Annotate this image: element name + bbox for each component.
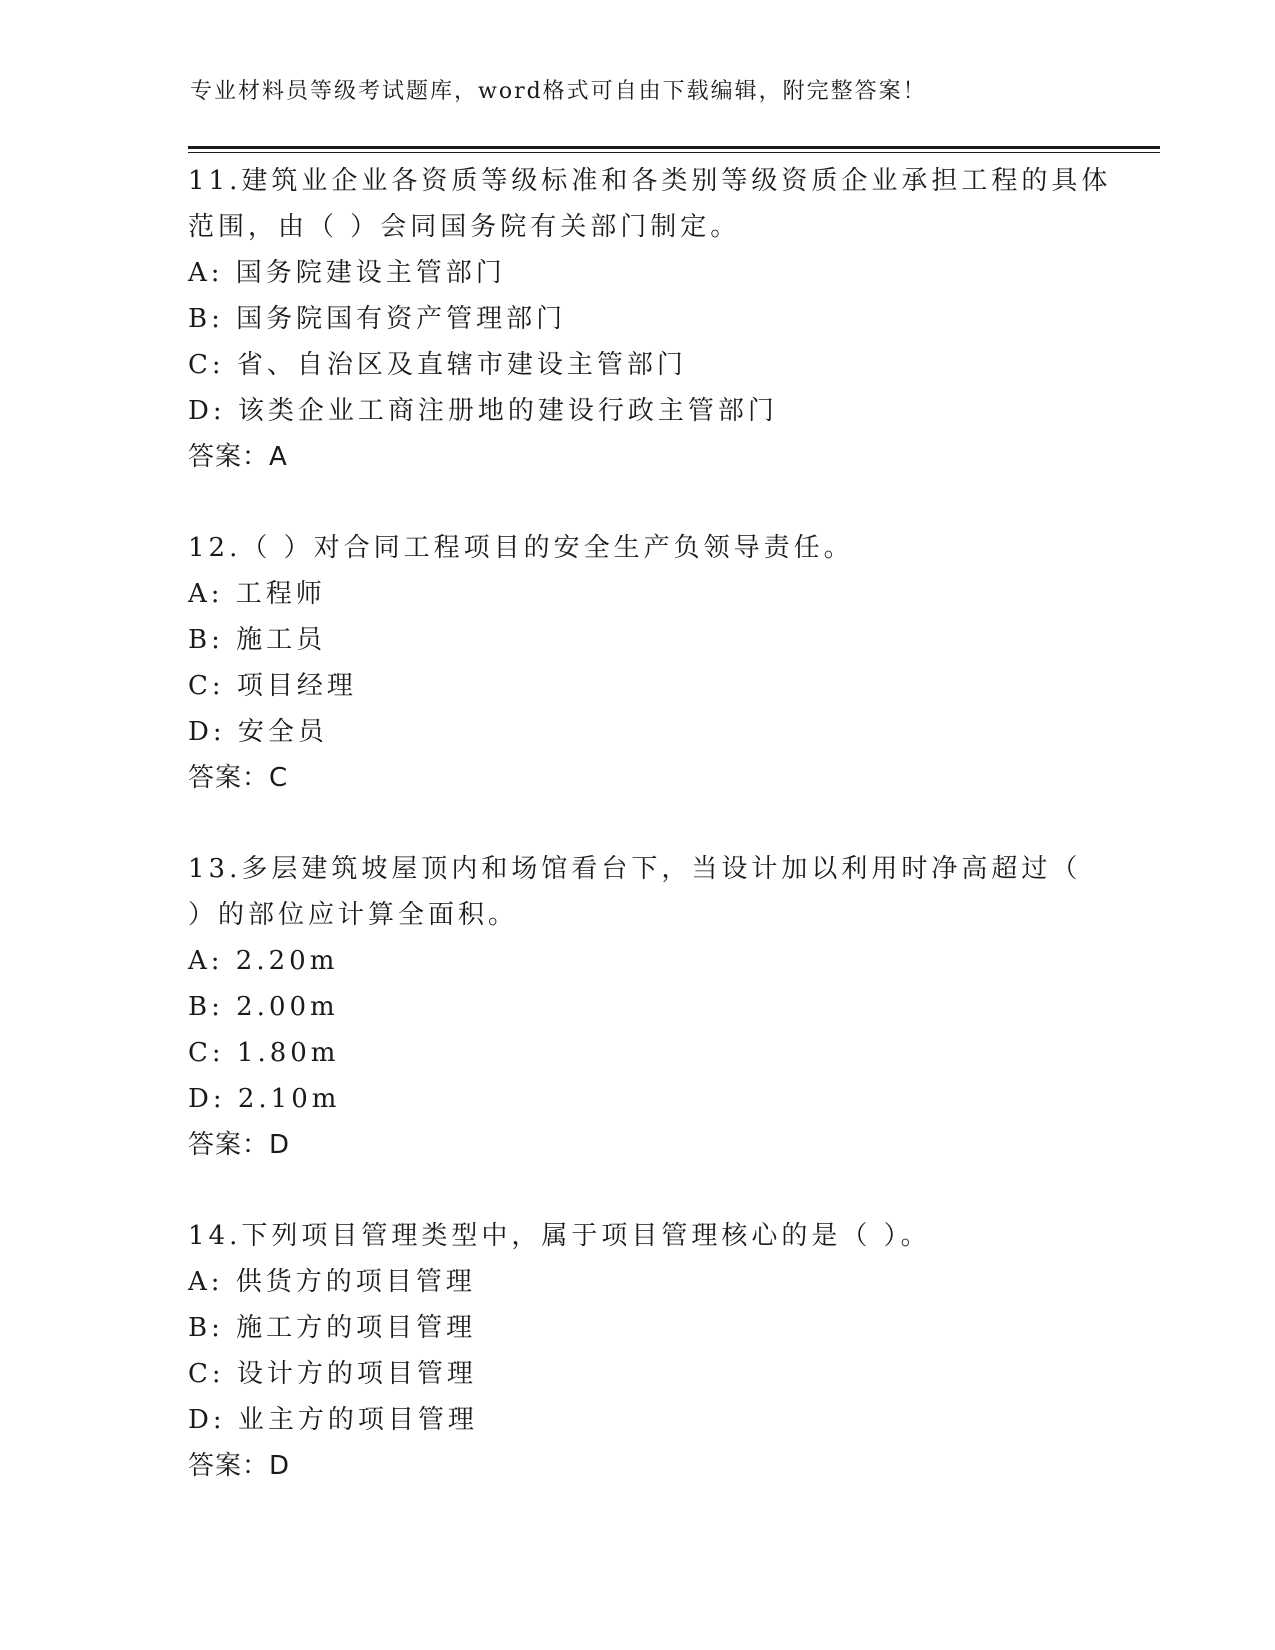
option-c: C: 设计方的项目管理 <box>188 1359 477 1389</box>
question-stem: 11.建筑业企业各资质等级标准和各类别等级资质企业承担工程的具体 <box>188 166 1112 196</box>
page-header: 专业材料员等级考试题库，word格式可自由下载编辑，附完整答案！ <box>190 79 927 104</box>
question-stem: 14.下列项目管理类型中，属于项目管理核心的是（ ）。 <box>188 1221 931 1251</box>
option-a: A: 国务院建设主管部门 <box>188 258 506 288</box>
option-a: A: 工程师 <box>188 579 326 609</box>
option-d: D: 业主方的项目管理 <box>188 1405 478 1435</box>
answer-line: 答案：A <box>188 442 288 472</box>
option-c: C: 省、自治区及直辖市建设主管部门 <box>188 350 687 380</box>
option-c: C: 1.80m <box>188 1038 340 1068</box>
question-14 <box>188 1213 1088 1489</box>
option-b: B: 2.00m <box>188 992 339 1022</box>
question-stem: 13.多层建筑坡屋顶内和场馆看台下，当设计加以利用时净高超过（ <box>188 854 1082 884</box>
option-b: B: 施工员 <box>188 625 327 655</box>
option-d: D: 该类企业工商注册地的建设行政主管部门 <box>188 396 778 426</box>
question-list <box>188 158 1112 1489</box>
question-12 <box>188 525 1088 801</box>
option-b: B: 国务院国有资产管理部门 <box>188 304 567 334</box>
option-d: D: 安全员 <box>188 717 328 747</box>
option-a: A: 2.20m <box>188 946 339 976</box>
option-c: C: 项目经理 <box>188 671 357 701</box>
question-stem: 范围，由（ ）会同国务院有关部门制定。 <box>188 212 741 242</box>
answer-line: 答案：C <box>188 763 289 793</box>
option-b: B: 施工方的项目管理 <box>188 1313 477 1343</box>
header-rule-thick <box>188 146 1160 149</box>
answer-line: 答案：D <box>188 1130 291 1160</box>
answer-line: 答案：D <box>188 1451 291 1481</box>
question-stem: ）的部位应计算全面积。 <box>188 900 519 930</box>
question-11 <box>188 158 1112 480</box>
option-a: A: 供货方的项目管理 <box>188 1267 476 1297</box>
option-d: D: 2.10m <box>188 1084 341 1114</box>
question-13 <box>188 846 1088 1168</box>
header-rule-thin <box>188 152 1160 153</box>
question-stem: 12.（ ）对合同工程项目的安全生产负领导责任。 <box>188 533 854 563</box>
